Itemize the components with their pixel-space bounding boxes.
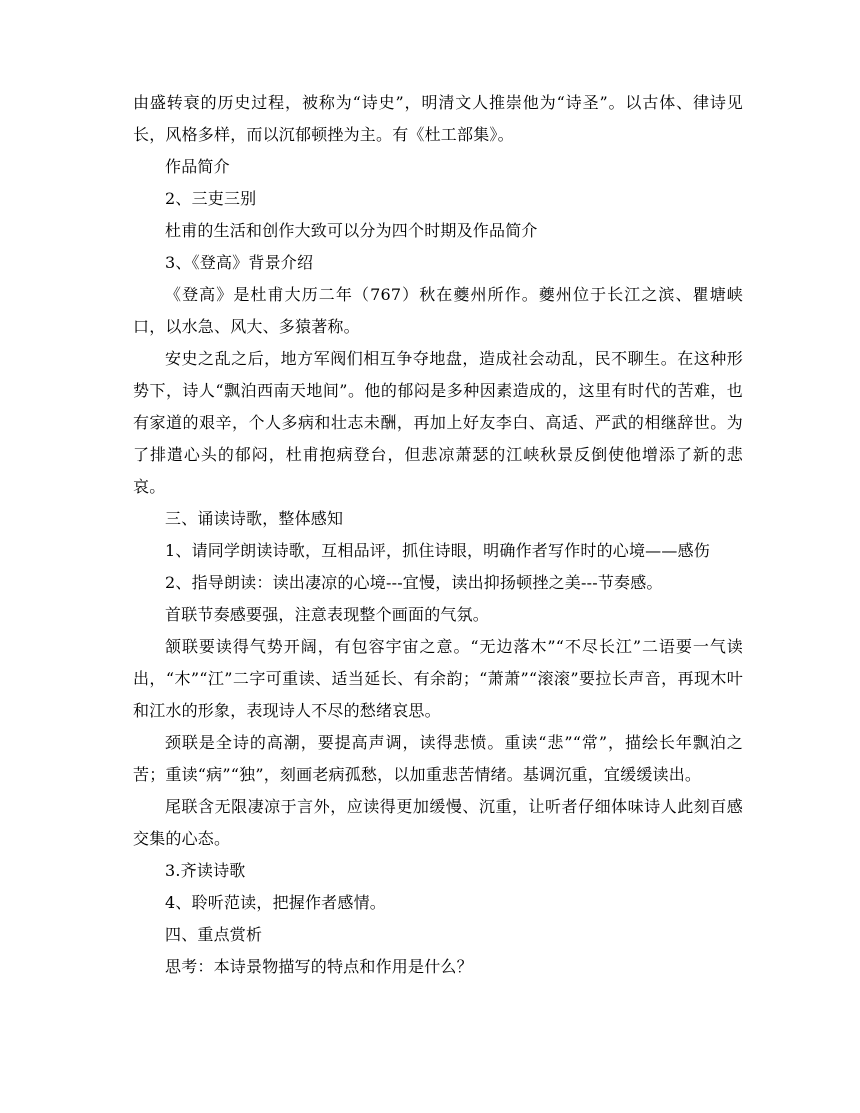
paragraph-san-li-san-bie: 2、三吏三别: [165, 189, 257, 208]
heading-section-four: 四、重点赏析: [165, 925, 263, 944]
paragraph-historical-context: 安史之乱之后，地方军阀们相互争夺地盘，造成社会动乱，民不聊生。在这种形势下，诗人“飘泊西南天地间”。他的郁闷是多种因素造成的，这里有时代的苦难，也有家道的艰辛，个人多病和壮志未酬，再加上好友李白、高适、严武的相继辞世。为了排遣心头的郁闷，杜甫抱病登台，但悲凉萧瑟的江峡秋景反倒使他增添了新的悲哀。: [133, 349, 743, 496]
paragraph-listen-model: 4、聆听范读，把握作者感情。: [165, 893, 386, 912]
paragraph-first-couplet: 首联节奏感要强，注意表现整个画面的气氛。: [165, 605, 490, 624]
heading-section-three: 三、诵读诗歌，整体感知: [165, 509, 344, 528]
document-body: [133, 87, 743, 983]
paragraph-four-periods: 杜甫的生活和创作大致可以分为四个时期及作品简介: [165, 221, 538, 240]
paragraph-third-couplet: 颈联是全诗的高潮，要提高声调，读得悲愤。重读“悲”“常”，描绘长年飘泊之苦；重读“病”“独”，刻画老病孤愁，以加重悲苦情绪。基调沉重，宜缓缓读出。: [133, 733, 743, 784]
paragraph-step-two: 2、指导朗读：读出凄凉的心境---宜慢，读出抑扬顿挫之美---节奏感。: [165, 573, 663, 592]
paragraph-denggao-origin: 《登高》是杜甫大历二年（767）秋在夔州所作。夔州位于长江之滨、瞿塘峡口，以水急、风大、多猿著称。: [133, 285, 743, 336]
paragraph-works-intro: 作品简介: [165, 157, 230, 176]
paragraph-question: 思考：本诗景物描写的特点和作用是什么？: [165, 957, 473, 976]
paragraph-step-one: 1、请同学朗读诗歌，互相品评，抓住诗眼，明确作者写作时的心境——感伤: [165, 541, 710, 560]
paragraph-second-couplet: 颔联要读得气势开阔，有包容宇宙之意。“无边落木”“不尽长江”二语要一气读出，“木”“江”二字可重读、适当延长、有余韵；“萧萧”“滚滚”要拉长声音，再现木叶和江水的形象，表现诗人不尽的愁绪哀思。: [133, 637, 743, 720]
paragraph-intro-continued: 由盛转衰的历史过程，被称为“诗史”，明清文人推崇他为“诗圣”。以古体、律诗见长，风格多样，而以沉郁顿挫为主。有《杜工部集》。: [133, 93, 743, 144]
heading-background: 3、《登高》背景介绍: [165, 253, 314, 272]
paragraph-read-together: 3.齐读诗歌: [165, 861, 246, 880]
paragraph-fourth-couplet: 尾联含无限凄凉于言外，应读得更加缓慢、沉重，让听者仔细体味诗人此刻百感交集的心态。: [133, 797, 743, 848]
